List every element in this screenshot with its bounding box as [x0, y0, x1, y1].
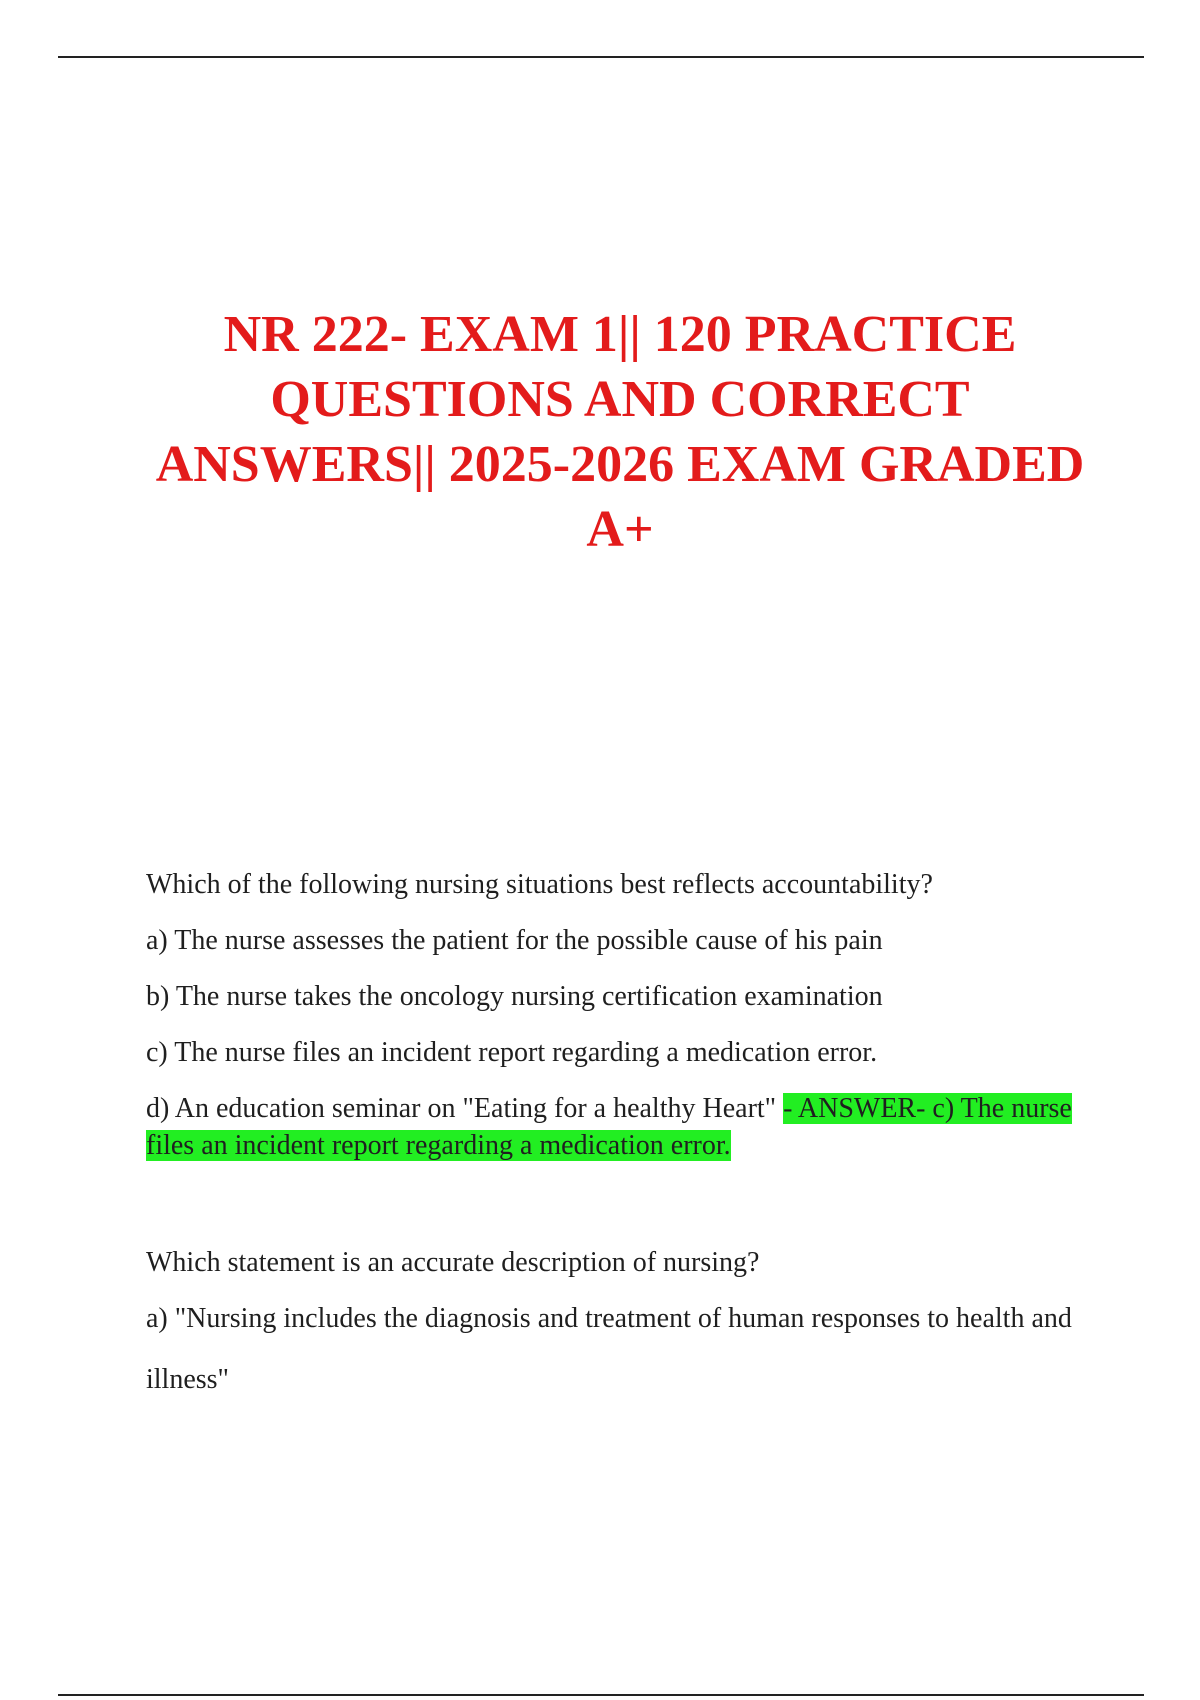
- answer-option-d-with-answer: [146, 1090, 1101, 1164]
- question-block-1: [146, 866, 1101, 1164]
- top-divider: [58, 56, 1144, 58]
- answer-option-c: c) The nurse files an incident report regarding a medication error.: [146, 1037, 878, 1068]
- bottom-divider: [58, 1694, 1144, 1696]
- question-block-2: [146, 1244, 1101, 1398]
- answer-option-d: d) An education seminar on "Eating for a healthy Heart": [146, 1093, 784, 1124]
- document-title: NR 222- EXAM 1|| 120 PRACTICE QUESTIONS AND CORRECT ANSWERS|| 2025-2026 EXAM GRADED A+: [155, 306, 1085, 558]
- answer-option-b: b) The nurse takes the oncology nursing certification examination: [146, 981, 883, 1012]
- answer-option-a-continued: illness": [146, 1364, 229, 1395]
- question-stem: Which of the following nursing situations best reflects accountability?: [146, 869, 933, 900]
- answer-option-a: a) "Nursing includes the diagnosis and treatment of human responses to health and: [146, 1303, 1072, 1334]
- correct-answer-highlight: - ANSWER- c) The nurse files an incident report regarding a medication error.: [146, 1093, 1072, 1161]
- question-stem: Which statement is an accurate description of nursing?: [146, 1247, 760, 1278]
- answer-option-a: a) The nurse assesses the patient for the possible cause of his pain: [146, 925, 883, 956]
